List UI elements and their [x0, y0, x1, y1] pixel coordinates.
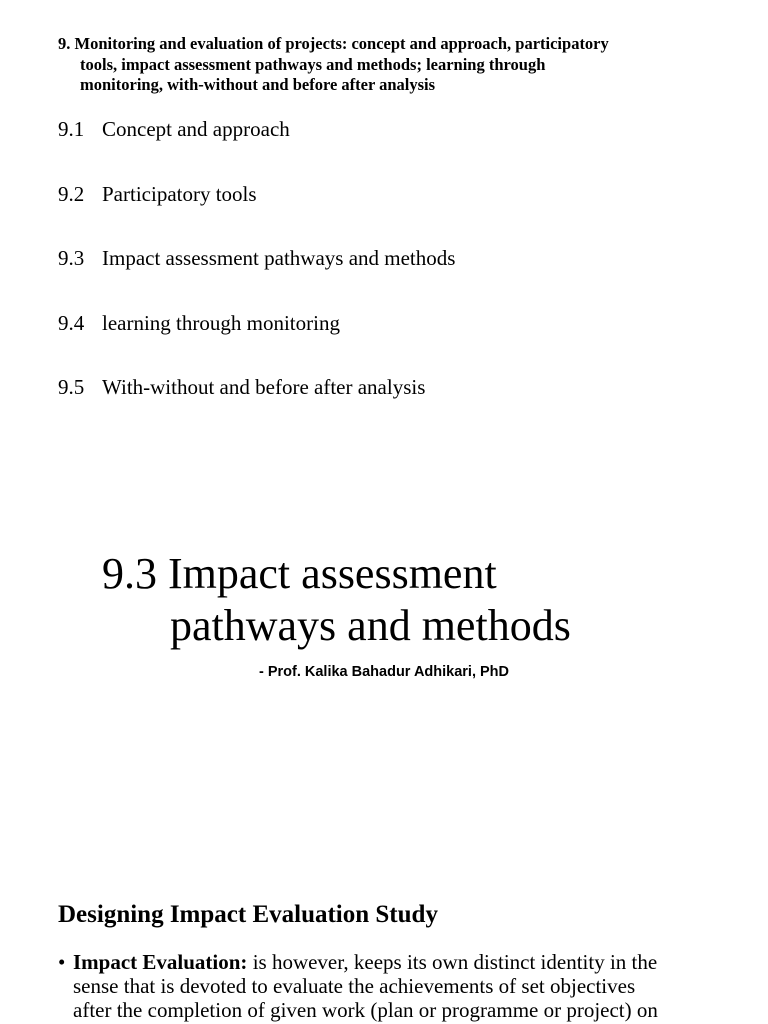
section-heading-line-3: monitoring, with-without and before after analysis — [80, 75, 436, 94]
section-number: 9. — [58, 34, 71, 53]
topic-list — [58, 114, 455, 437]
topic-label: Participatory tools — [102, 181, 257, 206]
title-line-1: 9.3 Impact assessment — [102, 549, 497, 598]
topic-item — [58, 114, 455, 179]
bullet-line-1-text: is however, keeps its own distinct identity in the — [247, 950, 658, 974]
section-heading-text-1: Monitoring and evaluation of projects: concept and approach, participatory — [74, 34, 609, 53]
topic-number: 9.5 — [58, 375, 85, 399]
bullet-marker: • — [58, 950, 66, 974]
bullet-line-2: sense that is devoted to evaluate the achievements of set objectives — [73, 974, 636, 998]
topic-label: Impact assessment pathways and methods — [102, 246, 456, 270]
topic-number: 9.3 — [58, 246, 85, 270]
topic-item — [58, 179, 455, 244]
author-credit: - Prof. Kalika Bahadur Adhikari, PhD — [258, 664, 510, 680]
topic-item — [58, 243, 455, 308]
topic-number: 9.4 — [58, 310, 85, 335]
bullet-line-3: after the completion of given work (plan or programme or project) on — [73, 998, 658, 1022]
title-line-2: pathways and methods — [170, 601, 571, 650]
section-heading — [58, 34, 718, 96]
topic-label: With-without and before after analysis — [102, 375, 426, 399]
topic-item — [58, 372, 455, 437]
section-heading-line-2: tools, impact assessment pathways and methods; learning through — [80, 54, 546, 74]
topic-item — [58, 308, 455, 373]
title-slide-title — [102, 548, 571, 652]
bullet-term: Impact Evaluation: — [73, 950, 248, 974]
bullet-line-1 — [58, 950, 718, 974]
topic-label: learning through monitoring — [102, 310, 340, 335]
bullet-point — [58, 950, 718, 1022]
topic-number: 9.1 — [58, 117, 85, 141]
topic-label: Concept and approach — [102, 117, 290, 141]
evaluation-slide-title: Designing Impact Evaluation Study — [58, 901, 438, 928]
topic-number: 9.2 — [58, 181, 85, 206]
section-heading-line-1 — [58, 34, 718, 55]
